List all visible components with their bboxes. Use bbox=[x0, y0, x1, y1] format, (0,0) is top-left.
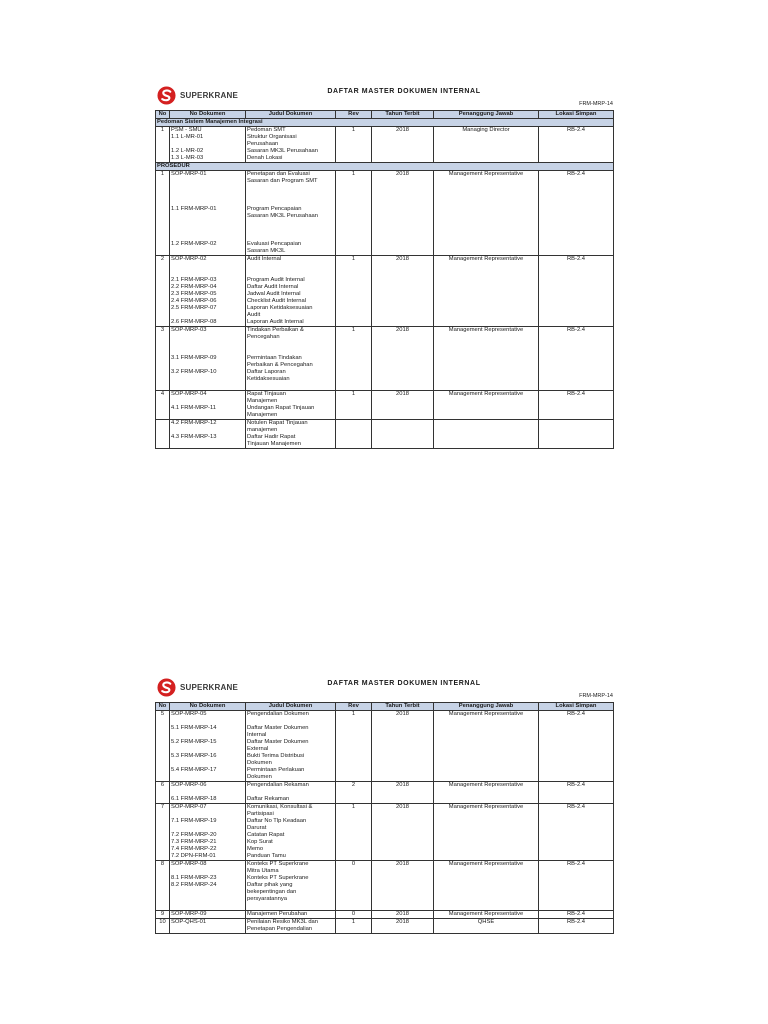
col-header-judul-dokumen: Judul Dokumen bbox=[246, 703, 336, 711]
document-title-cell bbox=[246, 171, 336, 256]
document-number-cell-line bbox=[171, 199, 244, 206]
document-title-cell-line bbox=[247, 270, 334, 277]
location-cell: RB-2.4 bbox=[539, 127, 614, 163]
document-title-cell-line: Manajemen bbox=[247, 398, 278, 404]
location-cell: RB-2.4 bbox=[539, 171, 614, 256]
document-title-cell-line: Program Pencapaian bbox=[247, 206, 302, 212]
col-header-penanggung-jawab: Penanggung Jawab bbox=[434, 111, 539, 119]
document-title-cell-line bbox=[247, 341, 334, 348]
document-page-1 bbox=[155, 84, 613, 449]
document-number-cell-line: SOP-QHS-01 bbox=[171, 919, 207, 925]
document-title-cell-line: Pengendalian Dokumen bbox=[247, 711, 309, 717]
document-number-cell bbox=[170, 919, 246, 934]
document-title-cell-line bbox=[247, 220, 334, 227]
document-title-cell-line: Ketidaksesuaian bbox=[247, 376, 290, 382]
table-row bbox=[156, 171, 614, 256]
document-title-cell-line: Struktur Organisasi bbox=[247, 134, 297, 140]
col-header-no-dokumen: No Dokumen bbox=[170, 703, 246, 711]
responsible-cell: Management Representative bbox=[434, 711, 539, 782]
document-title-cell-line: Notulen Rapat Tinjauan bbox=[247, 420, 308, 426]
col-header-penanggung-jawab: Penanggung Jawab bbox=[434, 703, 539, 711]
col-header-no: No bbox=[156, 703, 170, 711]
row-number: 9 bbox=[156, 911, 170, 919]
table-row bbox=[156, 391, 614, 420]
document-title-cell-line: Kop Surat bbox=[247, 839, 273, 845]
revision-cell: 1 bbox=[336, 256, 372, 327]
location-cell: RB-2.4 bbox=[539, 911, 614, 919]
year-cell: 2018 bbox=[372, 327, 434, 391]
document-title-cell-line bbox=[247, 789, 334, 796]
document-number-cell bbox=[170, 256, 246, 327]
revision-cell: 1 bbox=[336, 171, 372, 256]
document-number-cell-line: PSM - SMU bbox=[171, 127, 202, 133]
year-cell: 2018 bbox=[372, 804, 434, 861]
document-number-cell-line bbox=[171, 213, 244, 220]
revision-cell: 2 bbox=[336, 782, 372, 804]
document-title-cell-line: Permintaan Perlakuan bbox=[247, 767, 305, 773]
responsible-cell: Management Representative bbox=[434, 327, 539, 391]
document-number-cell-line bbox=[171, 248, 244, 255]
document-number-cell-line: 8.1 FRM-MRP-23 bbox=[171, 875, 217, 881]
document-title-cell-line bbox=[247, 348, 334, 355]
document-number-cell-line bbox=[171, 896, 244, 903]
document-number-cell-line: 2.3 FRM-MRP-05 bbox=[171, 291, 217, 297]
responsible-cell: Management Representative bbox=[434, 782, 539, 804]
row-number: 7 bbox=[156, 804, 170, 861]
document-number-cell-line: SOP-MRP-05 bbox=[171, 711, 207, 717]
document-title-cell-line: Sasaran MK3L bbox=[247, 248, 286, 254]
year-cell: 2018 bbox=[372, 919, 434, 934]
document-title-cell-line: Daftar Hadir Rapat bbox=[247, 434, 296, 440]
document-number-cell-line bbox=[171, 825, 244, 832]
revision-cell: 1 bbox=[336, 711, 372, 782]
row-number bbox=[156, 420, 170, 449]
row-number: 1 bbox=[156, 127, 170, 163]
document-number-cell-line: 7.3 FRM-MRP-21 bbox=[171, 839, 217, 845]
document-number-cell-line: 8.2 FRM-MRP-24 bbox=[171, 882, 217, 888]
year-cell: 2018 bbox=[372, 256, 434, 327]
col-header-rev: Rev bbox=[336, 703, 372, 711]
brand-name: SUPERKRANE bbox=[180, 91, 239, 100]
document-number-cell-line: 7.1 FRM-MRP-19 bbox=[171, 818, 217, 824]
document-title-cell-line: Perbaikan & Pencegahan bbox=[247, 362, 313, 368]
document-number-cell-line: SOP-MRP-09 bbox=[171, 911, 207, 917]
document-number-cell-line bbox=[171, 427, 244, 434]
document-number-cell bbox=[170, 420, 246, 449]
document-number-cell-line: 2.4 FRM-MRP-06 bbox=[171, 298, 217, 304]
document-number-cell-line: 1.1 FRM-MRP-01 bbox=[171, 206, 217, 212]
year-cell: 2018 bbox=[372, 171, 434, 256]
brand-name: SUPERKRANE bbox=[180, 683, 239, 692]
revision-cell: 1 bbox=[336, 804, 372, 861]
revision-cell: 1 bbox=[336, 391, 372, 420]
document-title-cell bbox=[246, 327, 336, 391]
document-title-cell-line: Sasaran MK3L Perusahaan bbox=[247, 213, 319, 219]
document-title-cell-line: Komunikasi, Konsultasi & bbox=[247, 804, 313, 810]
document-number-cell-line: SOP-MRP-04 bbox=[171, 391, 207, 397]
document-number-cell-line: 3.1 FRM-MRP-09 bbox=[171, 355, 217, 361]
document-title-cell-line: Laporan Audit Internal bbox=[247, 319, 304, 325]
location-cell: RB-2.4 bbox=[539, 391, 614, 420]
document-title-cell-line: Audit Internal bbox=[247, 256, 282, 262]
document-title-cell-line: Sasaran dan Program SMT bbox=[247, 178, 318, 184]
document-number-cell-line bbox=[171, 234, 244, 241]
document-table bbox=[155, 110, 614, 449]
document-number-cell bbox=[170, 391, 246, 420]
revision-cell: 0 bbox=[336, 861, 372, 911]
location-cell: RB-2.4 bbox=[539, 919, 614, 934]
year-cell: 2018 bbox=[372, 391, 434, 420]
revision-cell: 1 bbox=[336, 327, 372, 391]
document-number-cell-line: 1.1 L-MR-01 bbox=[171, 134, 204, 140]
document-number-cell-line: 5.1 FRM-MRP-14 bbox=[171, 725, 217, 731]
document-title-cell bbox=[246, 420, 336, 449]
document-number-cell-line bbox=[171, 263, 244, 270]
document-title-cell-line: Permintaan Tindakan bbox=[247, 355, 302, 361]
table-row bbox=[156, 911, 614, 919]
document-title-cell-line: Daftar Rekaman bbox=[247, 796, 290, 802]
document-title-cell-line bbox=[247, 718, 334, 725]
table-row bbox=[156, 711, 614, 782]
document-title-cell-line: Denah Lokasi bbox=[247, 155, 283, 161]
document-number-cell-line bbox=[171, 312, 244, 319]
document-number-cell bbox=[170, 127, 246, 163]
row-number: 6 bbox=[156, 782, 170, 804]
document-number-cell-line bbox=[171, 334, 244, 341]
document-number-cell-line bbox=[171, 412, 244, 419]
document-title-cell-line: Dokumen bbox=[247, 760, 272, 766]
document-number-cell-line: 2.1 FRM-MRP-03 bbox=[171, 277, 217, 283]
document-title-cell-line: Manajemen Perubahan bbox=[247, 911, 308, 917]
document-number-cell bbox=[170, 911, 246, 919]
document-title-cell-line bbox=[247, 199, 334, 206]
col-header-judul-dokumen: Judul Dokumen bbox=[246, 111, 336, 119]
document-title-cell bbox=[246, 782, 336, 804]
document-title-cell-line: Daftar Master Dokumen bbox=[247, 739, 309, 745]
section-label: PROSEDUR bbox=[156, 163, 614, 171]
document-title-cell-line: Penetapan dan Evaluasi bbox=[247, 171, 310, 177]
document-title-cell-line: Bukti Terima Distribusi bbox=[247, 753, 305, 759]
document-number-cell-line bbox=[171, 441, 244, 448]
document-number-cell-line: 5.4 FRM-MRP-17 bbox=[171, 767, 217, 773]
document-title-cell-line: Pencegahan bbox=[247, 334, 280, 340]
document-number-cell-line bbox=[171, 348, 244, 355]
location-cell: RB-2.4 bbox=[539, 711, 614, 782]
document-title-cell-line: External bbox=[247, 746, 269, 752]
document-title-cell-line: Konteks PT Superkrane bbox=[247, 875, 309, 881]
table-row bbox=[156, 804, 614, 861]
document-number-cell-line bbox=[171, 376, 244, 383]
document-title-cell-line: Konteks PT Superkrane bbox=[247, 861, 309, 867]
document-number-cell bbox=[170, 782, 246, 804]
document-number-cell bbox=[170, 804, 246, 861]
document-title-cell-line bbox=[247, 903, 334, 910]
document-title-cell-line bbox=[247, 227, 334, 234]
document-number-cell-line: 4.2 FRM-MRP-12 bbox=[171, 420, 217, 426]
document-number-cell-line: 7.2 FRM-MRP-20 bbox=[171, 832, 217, 838]
table-row bbox=[156, 327, 614, 391]
document-title-cell bbox=[246, 861, 336, 911]
document-number-cell-line bbox=[171, 383, 244, 390]
col-header-tahun-terbit: Tahun Terbit bbox=[372, 111, 434, 119]
document-number-cell-line: 5.2 FRM-MRP-15 bbox=[171, 739, 217, 745]
document-table bbox=[155, 702, 614, 934]
row-number: 3 bbox=[156, 327, 170, 391]
document-title-cell-line: Darurat bbox=[247, 825, 267, 831]
document-title-cell-line: Perusahaan bbox=[247, 141, 279, 147]
year-cell: 2018 bbox=[372, 711, 434, 782]
document-title-cell-line: Pedoman SMT bbox=[247, 127, 286, 133]
revision-cell: 1 bbox=[336, 919, 372, 934]
document-number-cell-line: 3.2 FRM-MRP-10 bbox=[171, 369, 217, 375]
location-cell bbox=[539, 420, 614, 449]
responsible-cell: QHSE bbox=[434, 919, 539, 934]
document-number-cell-line: 2.6 FRM-MRP-08 bbox=[171, 319, 217, 325]
document-title-cell-line: manajemen bbox=[247, 427, 278, 433]
document-number-cell-line bbox=[171, 362, 244, 369]
document-title-cell-line: Program Audit Internal bbox=[247, 277, 305, 283]
document-number-cell-line bbox=[171, 746, 244, 753]
location-cell: RB-2.4 bbox=[539, 861, 614, 911]
document-title-cell bbox=[246, 711, 336, 782]
document-title-cell-line bbox=[247, 234, 334, 241]
document-title-cell bbox=[246, 127, 336, 163]
document-title-cell-line bbox=[247, 185, 334, 192]
document-number-cell-line: 6.1 FRM-MRP-18 bbox=[171, 796, 217, 802]
document-number-cell-line: 7.2 DPN-FRM-01 bbox=[171, 853, 216, 859]
year-cell: 2018 bbox=[372, 861, 434, 911]
year-cell bbox=[372, 420, 434, 449]
document-number-cell-line: 5.3 FRM-MRP-16 bbox=[171, 753, 217, 759]
row-number: 8 bbox=[156, 861, 170, 911]
document-number-cell-line bbox=[171, 760, 244, 767]
document-number-cell-line: 1.2 FRM-MRP-02 bbox=[171, 241, 217, 247]
document-title-cell-line bbox=[247, 263, 334, 270]
responsible-cell: Management Representative bbox=[434, 861, 539, 911]
document-number-cell-line bbox=[171, 220, 244, 227]
document-title-cell-line: Checklist Audit Internal bbox=[247, 298, 306, 304]
document-number-cell-line bbox=[171, 192, 244, 199]
document-number-cell-line: SOP-MRP-08 bbox=[171, 861, 207, 867]
col-header-tahun-terbit: Tahun Terbit bbox=[372, 703, 434, 711]
table-header-row bbox=[156, 111, 614, 119]
document-number-cell-line bbox=[171, 227, 244, 234]
document-number-cell-line: SOP-MRP-07 bbox=[171, 804, 207, 810]
page-header bbox=[155, 84, 613, 110]
document-number-cell-line: 4.1 FRM-MRP-11 bbox=[171, 405, 216, 411]
document-number-cell-line: 1.2 L-MR-02 bbox=[171, 148, 204, 154]
table-row bbox=[156, 256, 614, 327]
document-number-cell-line bbox=[171, 270, 244, 277]
document-number-cell-line: 2.5 FRM-MRP-07 bbox=[171, 305, 217, 311]
document-number-cell-line: SOP-MRP-06 bbox=[171, 782, 207, 788]
page-header bbox=[155, 676, 613, 702]
document-title-cell-line: Sasaran MK3L Perusahaan bbox=[247, 148, 319, 154]
document-number-cell bbox=[170, 327, 246, 391]
year-cell: 2018 bbox=[372, 127, 434, 163]
table-row bbox=[156, 782, 614, 804]
document-title-cell-line bbox=[247, 192, 334, 199]
document-title-cell bbox=[246, 919, 336, 934]
table-row bbox=[156, 919, 614, 934]
row-number: 5 bbox=[156, 711, 170, 782]
document-number-cell-line bbox=[171, 868, 244, 875]
document-title-cell-line: Partisipasi bbox=[247, 811, 274, 817]
document-number-cell-line: 2.2 FRM-MRP-04 bbox=[171, 284, 217, 290]
row-number: 4 bbox=[156, 391, 170, 420]
col-header-no-dokumen: No Dokumen bbox=[170, 111, 246, 119]
year-cell: 2018 bbox=[372, 782, 434, 804]
document-title-cell-line: Penetapan Pengendalian bbox=[247, 926, 313, 932]
document-number-cell-line: SOP-MRP-02 bbox=[171, 256, 207, 262]
location-cell: RB-2.4 bbox=[539, 327, 614, 391]
document-title-cell-line: Dokumen bbox=[247, 774, 272, 780]
document-title-cell-line: Daftar pihak yang bbox=[247, 882, 293, 888]
document-title-cell-line: Panduan Tamu bbox=[247, 853, 286, 859]
document-number-cell-line bbox=[171, 718, 244, 725]
document-title-cell-line: Audit bbox=[247, 312, 261, 318]
responsible-cell: Management Representative bbox=[434, 911, 539, 919]
year-cell: 2018 bbox=[372, 911, 434, 919]
document-number-cell-line bbox=[171, 789, 244, 796]
responsible-cell: Management Representative bbox=[434, 391, 539, 420]
location-cell: RB-2.4 bbox=[539, 256, 614, 327]
document-title-cell-line bbox=[247, 383, 334, 390]
document-title-cell-line: Daftar Master Dokumen bbox=[247, 725, 309, 731]
document-title-cell-line: Tindakan Perbaikan & bbox=[247, 327, 304, 333]
document-title: DAFTAR MASTER DOKUMEN INTERNAL bbox=[327, 680, 481, 687]
document-title-cell-line: Catatan Rapat bbox=[247, 832, 285, 838]
document-title: DAFTAR MASTER DOKUMEN INTERNAL bbox=[327, 88, 481, 95]
document-title-cell bbox=[246, 804, 336, 861]
document-number-cell bbox=[170, 171, 246, 256]
document-number-cell-line bbox=[171, 341, 244, 348]
revision-cell: 0 bbox=[336, 911, 372, 919]
document-number-cell bbox=[170, 711, 246, 782]
document-title-cell-line: Pengendalian Rekaman bbox=[247, 782, 309, 788]
revision-cell bbox=[336, 420, 372, 449]
document-title-cell-line: Manajemen bbox=[247, 412, 278, 418]
location-cell: RB-2.4 bbox=[539, 782, 614, 804]
row-number: 2 bbox=[156, 256, 170, 327]
document-number-cell-line bbox=[171, 811, 244, 818]
document-number-cell-line bbox=[171, 889, 244, 896]
row-number: 10 bbox=[156, 919, 170, 934]
document-title-cell-line: bekepentingan dan bbox=[247, 889, 297, 895]
document-title-cell-line: Daftar Laporan bbox=[247, 369, 286, 375]
document-title-cell-line: persyaratannya bbox=[247, 896, 287, 902]
col-header-no: No bbox=[156, 111, 170, 119]
table-row bbox=[156, 420, 614, 449]
document-title-cell-line: Internal bbox=[247, 732, 267, 738]
document-page-2 bbox=[155, 676, 613, 934]
location-cell: RB-2.4 bbox=[539, 804, 614, 861]
col-header-lokasi-simpan: Lokasi Simpan bbox=[539, 111, 614, 119]
document-number-cell-line: 1.3 L-MR-03 bbox=[171, 155, 204, 161]
document-number-cell-line bbox=[171, 903, 244, 910]
table-header-row bbox=[156, 703, 614, 711]
document-title-cell-line: Daftar No Tlp Keadaan bbox=[247, 818, 307, 824]
document-number-cell-line bbox=[171, 774, 244, 781]
document-number-cell-line: 7.4 FRM-MRP-22 bbox=[171, 846, 217, 852]
document-number-cell-line bbox=[171, 398, 244, 405]
document-title-cell-line: Memo bbox=[247, 846, 264, 852]
responsible-cell: Management Representative bbox=[434, 256, 539, 327]
document-title-cell bbox=[246, 911, 336, 919]
revision-cell: 1 bbox=[336, 127, 372, 163]
section-row bbox=[156, 163, 614, 171]
document-number-cell-line bbox=[171, 178, 244, 185]
document-number-cell-line bbox=[171, 926, 244, 933]
responsible-cell: Management Representative bbox=[434, 804, 539, 861]
responsible-cell: Managing Director bbox=[434, 127, 539, 163]
document-number-cell-line bbox=[171, 141, 244, 148]
document-number-cell-line bbox=[171, 732, 244, 739]
document-title-cell-line: Jadwal Audit Internal bbox=[247, 291, 301, 297]
document-title-cell-line: Laporan Ketidaksesuaian bbox=[247, 305, 313, 311]
document-title-cell-line: Rapat Tinjauan bbox=[247, 391, 286, 397]
responsible-cell: Management Representative bbox=[434, 171, 539, 256]
document-number-cell-line bbox=[171, 185, 244, 192]
table-row bbox=[156, 127, 614, 163]
section-row bbox=[156, 119, 614, 127]
document-number-cell-line: 4.3 FRM-MRP-13 bbox=[171, 434, 217, 440]
col-header-rev: Rev bbox=[336, 111, 372, 119]
document-title-cell-line: Tinjauan Manajemen bbox=[247, 441, 301, 447]
document-title-cell-line: Evaluasi Pencapaian bbox=[247, 241, 302, 247]
document-title-cell bbox=[246, 256, 336, 327]
form-code: FRM-MRP-14 bbox=[579, 693, 613, 699]
table-row bbox=[156, 861, 614, 911]
responsible-cell bbox=[434, 420, 539, 449]
document-title-cell-line: Mitra Utama bbox=[247, 868, 279, 874]
form-code: FRM-MRP-14 bbox=[579, 101, 613, 107]
document-title-cell-line: Daftar Audit Internal bbox=[247, 284, 299, 290]
document-number-cell-line: SOP-MRP-03 bbox=[171, 327, 207, 333]
document-number-cell-line: SOP-MRP-01 bbox=[171, 171, 207, 177]
row-number: 1 bbox=[156, 171, 170, 256]
document-title-cell bbox=[246, 391, 336, 420]
col-header-lokasi-simpan: Lokasi Simpan bbox=[539, 703, 614, 711]
document-title-cell-line: Penilaian Resiko MK3L dan bbox=[247, 919, 319, 925]
document-number-cell bbox=[170, 861, 246, 911]
section-label: Pedoman Sistem Manajemen Integrasi bbox=[156, 119, 614, 127]
document-title-cell-line: Undangan Rapat Tinjauan bbox=[247, 405, 315, 411]
